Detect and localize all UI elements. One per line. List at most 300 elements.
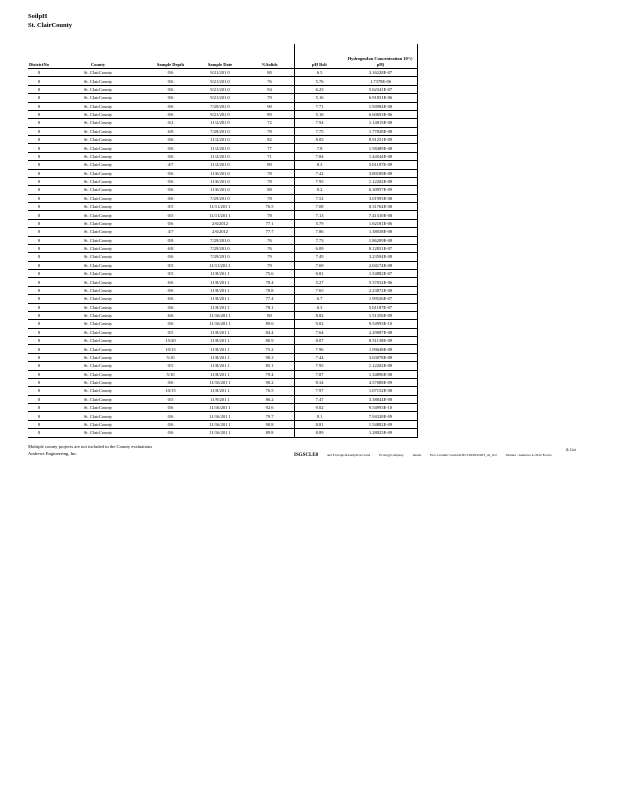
cell-county: St. ClairCounty (50, 211, 146, 219)
cell-district: 8 (28, 203, 50, 211)
cell-date: 11/2/201 0 (195, 144, 245, 152)
table-row (28, 412, 418, 420)
cell-ph: 8.81 (295, 420, 345, 428)
cell-date: 2/6/2012 (195, 219, 245, 227)
cell-county: St. ClairCounty (50, 261, 146, 269)
cell-solids: 77 (245, 144, 295, 152)
cell-solids: 72 (245, 119, 295, 127)
cell-district: 8 (28, 345, 50, 353)
cell-depth: 0/6 (146, 186, 195, 194)
table-row (28, 236, 418, 244)
cell-district: 8 (28, 362, 50, 370)
cell-date: 7/29/201 0 (195, 127, 245, 135)
cell-ph: 5.18 (295, 110, 345, 118)
cell-ph: 8.3 (295, 161, 345, 169)
cell-ph: 7.71 (295, 102, 345, 110)
cell-date: 11/2/201 0 (195, 119, 245, 127)
cell-hydrogen-ion: 5.37032E-06 (344, 278, 418, 286)
cell-solids: 90.8 (245, 420, 295, 428)
cell-date: 11/8/201 1 (195, 337, 245, 345)
cell-district: 8 (28, 270, 50, 278)
cell-depth: 0/6 (146, 303, 195, 311)
cell-hydrogen-ion: 5.01187E-07 (344, 303, 418, 311)
cell-depth: 10/15 (146, 387, 195, 395)
cell-district: 8 (28, 320, 50, 328)
cell-date: 11/6/201 0 (195, 169, 245, 177)
cell-depth: 0/5 (146, 362, 195, 370)
cell-depth: 5/10 (146, 370, 195, 378)
cell-solids: 79.4 (245, 370, 295, 378)
cell-solids: 78.8 (245, 286, 295, 294)
table-row (28, 395, 418, 403)
cell-county: St. ClairCounty (50, 387, 146, 395)
cell-county: St. ClairCounty (50, 77, 146, 85)
cell-county: St. ClairCounty (50, 127, 146, 135)
cell-depth: 6/8 (146, 127, 195, 135)
cell-hydrogen-ion: 1.09648E-08 (344, 345, 418, 353)
cell-ph: 7.44 (295, 353, 345, 361)
cell-hydrogen-ion: 3.38844E-08 (344, 395, 418, 403)
cell-depth: 6/6 (146, 295, 195, 303)
cell-depth: 0/6 (146, 169, 195, 177)
cell-date: 11/16/201 1 (195, 311, 245, 319)
cell-ph: 7.65 (295, 286, 345, 294)
cell-depth: 0/6 (146, 69, 195, 77)
cell-solids: 76 (245, 236, 295, 244)
cell-date: 11/8/201 1 (195, 362, 245, 370)
cell-district: 8 (28, 244, 50, 252)
cell-depth: 0/6 (146, 420, 195, 428)
cell-solids: 89.6 (245, 320, 295, 328)
table-row (28, 429, 418, 437)
cell-district: 8 (28, 69, 50, 77)
cell-depth: 0/6 (146, 253, 195, 261)
report-title-line2: St. ClairCounty (28, 22, 73, 29)
table-row (28, 345, 418, 353)
footer-label-2: and EcologicalAnalytical Conal (327, 453, 371, 457)
cell-ph: 7.73 (295, 236, 345, 244)
table-row (28, 186, 418, 194)
cell-district: 8 (28, 286, 50, 294)
cell-hydrogen-ion: 9.54993E-10 (344, 320, 418, 328)
cell-district: 8 (28, 370, 50, 378)
cell-date: 11/8/201 1 (195, 278, 245, 286)
cell-solids: 77.4 (245, 295, 295, 303)
cell-date: 11/16/201 1 (195, 320, 245, 328)
cell-ph: 6.81 (295, 270, 345, 278)
cell-date: 11/16/201 1 (195, 429, 245, 437)
cell-county: St. ClairCounty (50, 311, 146, 319)
cell-hydrogen-ion: 1.99526E-07 (344, 295, 418, 303)
cell-hydrogen-ion: 6.91831E-06 (344, 94, 418, 102)
cell-ph: 7.84 (295, 152, 345, 160)
cell-county: St. ClairCounty (50, 370, 146, 378)
cell-date: 11/6/201 0 (195, 177, 245, 185)
cell-district: 8 (28, 395, 50, 403)
cell-depth: 0/5 (146, 395, 195, 403)
footer-label-1: ISGSCLE8 (294, 453, 319, 458)
cell-hydrogen-ion: 3.01995E-08 (344, 194, 418, 202)
cell-solids: 80 (245, 69, 295, 77)
cell-date: 11/11/201 1 (195, 211, 245, 219)
table-row (28, 194, 418, 202)
cell-district: 8 (28, 194, 50, 202)
cell-date: 11/8/201 1 (195, 353, 245, 361)
cell-hydrogen-ion: 2.04174E-08 (344, 261, 418, 269)
cell-solids: 90.2 (245, 378, 295, 386)
cell-hydrogen-ion: 1.14815E-08 (344, 119, 418, 127)
cell-depth: 0/6 (146, 286, 195, 294)
table-row (28, 211, 418, 219)
cell-ph: 8.82 (295, 311, 345, 319)
cell-district: 8 (28, 169, 50, 177)
cell-date: 11/16/201 1 (195, 412, 245, 420)
table-row (28, 228, 418, 236)
cell-date: 11/11/201 1 (195, 261, 245, 269)
cell-solids: 79 (245, 261, 295, 269)
cell-district: 8 (28, 295, 50, 303)
cell-depth: 6/8 (146, 244, 195, 252)
cell-hydrogen-ion: 1.12202E-08 (344, 177, 418, 185)
cell-depth: 0/6 (146, 77, 195, 85)
cell-county: St. ClairCounty (50, 404, 146, 412)
table-row (28, 110, 418, 118)
table-row (28, 136, 418, 144)
cell-depth: 0/8 (146, 236, 195, 244)
cell-date: 11/11/201 1 (195, 203, 245, 211)
cell-ph: 5.16 (295, 94, 345, 102)
table-row (28, 119, 418, 127)
table-row (28, 203, 418, 211)
cell-district: 8 (28, 127, 50, 135)
cell-county: St. ClairCounty (50, 345, 146, 353)
cell-date: 7/29/201 0 (195, 102, 245, 110)
cell-date: 7/29/201 0 (195, 253, 245, 261)
cell-ph: 6.3 (295, 303, 345, 311)
column-header-sample-date: Sample Date (207, 62, 233, 67)
cell-ph: 6.5 (295, 69, 345, 77)
table-row (28, 404, 418, 412)
cell-solids: 78.1 (245, 303, 295, 311)
cell-hydrogen-ion: 1.51356E-09 (344, 311, 418, 319)
cell-depth: 0/5 (146, 211, 195, 219)
cell-county: St. ClairCounty (50, 69, 146, 77)
cell-date: 7/29/201 0 (195, 194, 245, 202)
notes (28, 444, 152, 457)
cell-county: St. ClairCounty (50, 303, 146, 311)
cell-hydrogen-ion: 1.07152E-08 (344, 387, 418, 395)
cell-depth: 5/10 (146, 353, 195, 361)
cell-hydrogen-ion: 1.38038E-08 (344, 228, 418, 236)
cell-county: St. ClairCounty (50, 353, 146, 361)
cell-county: St. ClairCounty (50, 236, 146, 244)
column-header-solids: %Solids (245, 44, 295, 69)
cell-hydrogen-ion: 3.16228E-07 (344, 69, 418, 77)
cell-hydrogen-ion: 1.86209E-08 (344, 236, 418, 244)
cell-district: 8 (28, 211, 50, 219)
table-row (28, 303, 418, 311)
footer-label-3: EcologyCompany (379, 453, 404, 457)
cell-ph: 7.94 (295, 119, 345, 127)
cell-solids: 90 (245, 102, 295, 110)
cell-county: St. ClairCounty (50, 429, 146, 437)
table-row (28, 169, 418, 177)
cell-date: 11/8/201 1 (195, 303, 245, 311)
cell-district: 8 (28, 303, 50, 311)
cell-date: 11/8/201 1 (195, 370, 245, 378)
cell-depth: 0/6 (146, 219, 195, 227)
cell-depth: 4/7 (146, 161, 195, 169)
cell-solids: 85.1 (245, 362, 295, 370)
cell-solids: 77.7 (245, 228, 295, 236)
cell-district: 8 (28, 77, 50, 85)
cell-district: 8 (28, 177, 50, 185)
cell-depth: 0/6 (146, 94, 195, 102)
cell-county: St. ClairCounty (50, 186, 146, 194)
cell-district: 8 (28, 337, 50, 345)
table-row (28, 328, 418, 336)
cell-county: St. ClairCounty (50, 203, 146, 211)
cell-county: St. ClairCounty (50, 244, 146, 252)
cell-solids: 78 (245, 169, 295, 177)
cell-solids: 75.6 (245, 270, 295, 278)
cell-hydrogen-ion: 4.57088E-09 (344, 378, 418, 386)
table-row (28, 295, 418, 303)
cell-depth: 4/7 (146, 228, 195, 236)
cell-county: St. ClairCounty (50, 412, 146, 420)
cell-county: St. ClairCounty (50, 337, 146, 345)
cell-county: St. ClairCounty (50, 378, 146, 386)
cell-date: 11/16/201 1 (195, 420, 245, 428)
cell-date: 11/8/201 1 (195, 295, 245, 303)
footer (294, 453, 560, 458)
table-row (28, 362, 418, 370)
cell-district: 8 (28, 378, 50, 386)
cell-county: St. ClairCounty (50, 119, 146, 127)
cell-ph: 8.1 (295, 412, 345, 420)
cell-county: St. ClairCounty (50, 420, 146, 428)
cell-solids: 76.5 (245, 203, 295, 211)
cell-depth: 0/6 (146, 404, 195, 412)
cell-county: St. ClairCounty (50, 395, 146, 403)
cell-hydrogen-ion: 7.94328E-09 (344, 412, 418, 420)
cell-date: 9/21/201 0 (195, 94, 245, 102)
cell-date: 9/21/201 0 (195, 69, 245, 77)
cell-ph: 8.34 (295, 378, 345, 386)
cell-ph: 6.7 (295, 295, 345, 303)
cell-ph: 7.86 (295, 228, 345, 236)
cell-ph: 7.96 (295, 345, 345, 353)
cell-hydrogen-ion: 1.34896E-08 (344, 370, 418, 378)
cell-district: 8 (28, 161, 50, 169)
table-row (28, 286, 418, 294)
cell-solids: 76 (245, 244, 295, 252)
cell-ph: 9.02 (295, 404, 345, 412)
cell-district: 8 (28, 278, 50, 286)
cell-solids: 89.8 (245, 429, 295, 437)
footer-label-4: Inome (412, 453, 422, 457)
cell-district: 8 (28, 85, 50, 93)
cell-hydrogen-ion: 8.51138E-09 (344, 337, 418, 345)
cell-date: 2/6/2012 (195, 228, 245, 236)
cell-date: 11/9/201 1 (195, 395, 245, 403)
cell-ph: 6.09 (295, 244, 345, 252)
cell-solids: 80.9 (245, 337, 295, 345)
cell-district: 8 (28, 152, 50, 160)
table-row (28, 370, 418, 378)
cell-county: St. ClairCounty (50, 94, 146, 102)
cell-ph: 7.49 (295, 253, 345, 261)
cell-solids: 90.3 (245, 353, 295, 361)
cell-ph: 7.8 (295, 144, 345, 152)
cell-district: 8 (28, 219, 50, 227)
cell-county: St. ClairCounty (50, 320, 146, 328)
cell-county: St. ClairCounty (50, 161, 146, 169)
table-row (28, 85, 418, 93)
cell-solids: 77.1 (245, 219, 295, 227)
cell-hydrogen-ion: 1.28825E-09 (344, 429, 418, 437)
cell-solids: 92.6 (245, 404, 295, 412)
cell-hydrogen-ion: 1.58489E-08 (344, 144, 418, 152)
cell-hydrogen-ion: 8.31764E-08 (344, 203, 418, 211)
report-title (28, 12, 72, 30)
cell-ph: 7.52 (295, 194, 345, 202)
cell-hydrogen-ion: 1.54882E-07 (344, 270, 418, 278)
table-row (28, 219, 418, 227)
cell-depth: 0/5 (146, 203, 195, 211)
cell-county: St. ClairCounty (50, 102, 146, 110)
cell-district: 8 (28, 136, 50, 144)
cell-county: St. ClairCounty (50, 228, 146, 236)
cell-ph: 8.05 (295, 136, 345, 144)
cell-solids: 71 (245, 152, 295, 160)
cell-hydrogen-ion: 3.80189E-08 (344, 169, 418, 177)
cell-hydrogen-ion: 1.94984E-08 (344, 102, 418, 110)
cell-ph: 6.25 (295, 85, 345, 93)
cell-depth: 0/5 (146, 328, 195, 336)
cell-hydrogen-ion: 5.01187E-09 (344, 161, 418, 169)
cell-depth: 0/2 (146, 119, 195, 127)
cell-date: 11/8/201 1 (195, 286, 245, 294)
cell-hydrogen-ion: 3.63078E-08 (344, 353, 418, 361)
table-row (28, 253, 418, 261)
column-header-county: County (90, 62, 106, 67)
table-row (28, 337, 418, 345)
cell-district: 8 (28, 186, 50, 194)
cell-solids: 84.4 (245, 328, 295, 336)
cell-hydrogen-ion: 7.41310E-08 (344, 211, 418, 219)
cell-district: 8 (28, 420, 50, 428)
cell-depth: 0/6 (146, 110, 195, 118)
cell-ph: 7.95 (295, 362, 345, 370)
cell-depth: 0/6 (146, 320, 195, 328)
table-row (28, 94, 418, 102)
cell-depth: 6/6 (146, 311, 195, 319)
cell-depth: 0/5 (146, 270, 195, 278)
cell-hydrogen-ion: 8.12831E-07 (344, 244, 418, 252)
cell-depth: 0/6 (146, 429, 195, 437)
cell-date: 9/21/201 0 (195, 110, 245, 118)
cell-date: 11/16/201 1 (195, 404, 245, 412)
cell-ph: 7.87 (295, 370, 345, 378)
cell-hydrogen-ion: 2.29087E-08 (344, 328, 418, 336)
cell-solids: 78 (245, 127, 295, 135)
cell-county: St. ClairCounty (50, 270, 146, 278)
cell-county: St. ClairCounty (50, 152, 146, 160)
cell-date: 11/16/201 1 (195, 378, 245, 386)
cell-ph: 9.02 (295, 320, 345, 328)
table-row (28, 261, 418, 269)
cell-date: 7/29/201 0 (195, 244, 245, 252)
signature: & Cuir (566, 448, 577, 452)
table-row (28, 311, 418, 319)
table-row (28, 320, 418, 328)
cell-solids: 75.2 (245, 345, 295, 353)
cell-ph: 7.64 (295, 328, 345, 336)
cell-solids: 88 (245, 186, 295, 194)
cell-depth: 0/6 (146, 412, 195, 420)
table-row (28, 177, 418, 185)
cell-district: 8 (28, 311, 50, 319)
cell-county: St. ClairCounty (50, 295, 146, 303)
cell-solids: 76.5 (245, 387, 295, 395)
cell-ph: 7.13 (295, 211, 345, 219)
cell-date: 11/2/201 0 (195, 161, 245, 169)
cell-depth: 0/6 (146, 136, 195, 144)
cell-ph: 7.75 (295, 127, 345, 135)
cell-date: 7/29/201 0 (195, 236, 245, 244)
cell-hydrogen-ion: 1.62181E-06 (344, 219, 418, 227)
cell-date: 11/6/201 0 (195, 186, 245, 194)
cell-county: St. ClairCounty (50, 219, 146, 227)
cell-depth: 0/6 (146, 378, 195, 386)
cell-county: St. ClairCounty (50, 362, 146, 370)
cell-hydrogen-ion: 2.23872E-08 (344, 286, 418, 294)
footer-label-5: Elco Ceramic Gcularls/NCCDDN/IDOT_ch_0c2 (430, 453, 497, 457)
cell-district: 8 (28, 144, 50, 152)
table-row (28, 387, 418, 395)
cell-ph: 7.95 (295, 177, 345, 185)
cell-date: 11/8/201 1 (195, 387, 245, 395)
cell-solids: 79.7 (245, 412, 295, 420)
cell-ph: 8.89 (295, 429, 345, 437)
table-row (28, 420, 418, 428)
table-header-row (28, 44, 418, 69)
table-row (28, 161, 418, 169)
cell-date: 11/8/201 1 (195, 345, 245, 353)
cell-district: 8 (28, 261, 50, 269)
note-county-projects: Multiple county projects are not included in the County evaluations (28, 444, 153, 449)
cell-district: 8 (28, 119, 50, 127)
cell-depth: 0/5 (146, 261, 195, 269)
cell-hydrogen-ion: 1.54882E-09 (344, 420, 418, 428)
cell-hydrogen-ion: 9.54993E-10 (344, 404, 418, 412)
cell-district: 8 (28, 429, 50, 437)
cell-district: 8 (28, 412, 50, 420)
cell-solids: 80 (245, 311, 295, 319)
cell-district: 8 (28, 353, 50, 361)
cell-district: 8 (28, 110, 50, 118)
table-row (28, 77, 418, 85)
cell-solids: 82 (245, 136, 295, 144)
table-row (28, 353, 418, 361)
cell-hydrogen-ion: 6.60693E-06 (344, 110, 418, 118)
cell-hydrogen-ion: 1.77828E-08 (344, 127, 418, 135)
cell-depth: 0/6 (146, 194, 195, 202)
cell-ph: 7.47 (295, 395, 345, 403)
table-row (28, 278, 418, 286)
cell-depth: 0/6 (146, 152, 195, 160)
